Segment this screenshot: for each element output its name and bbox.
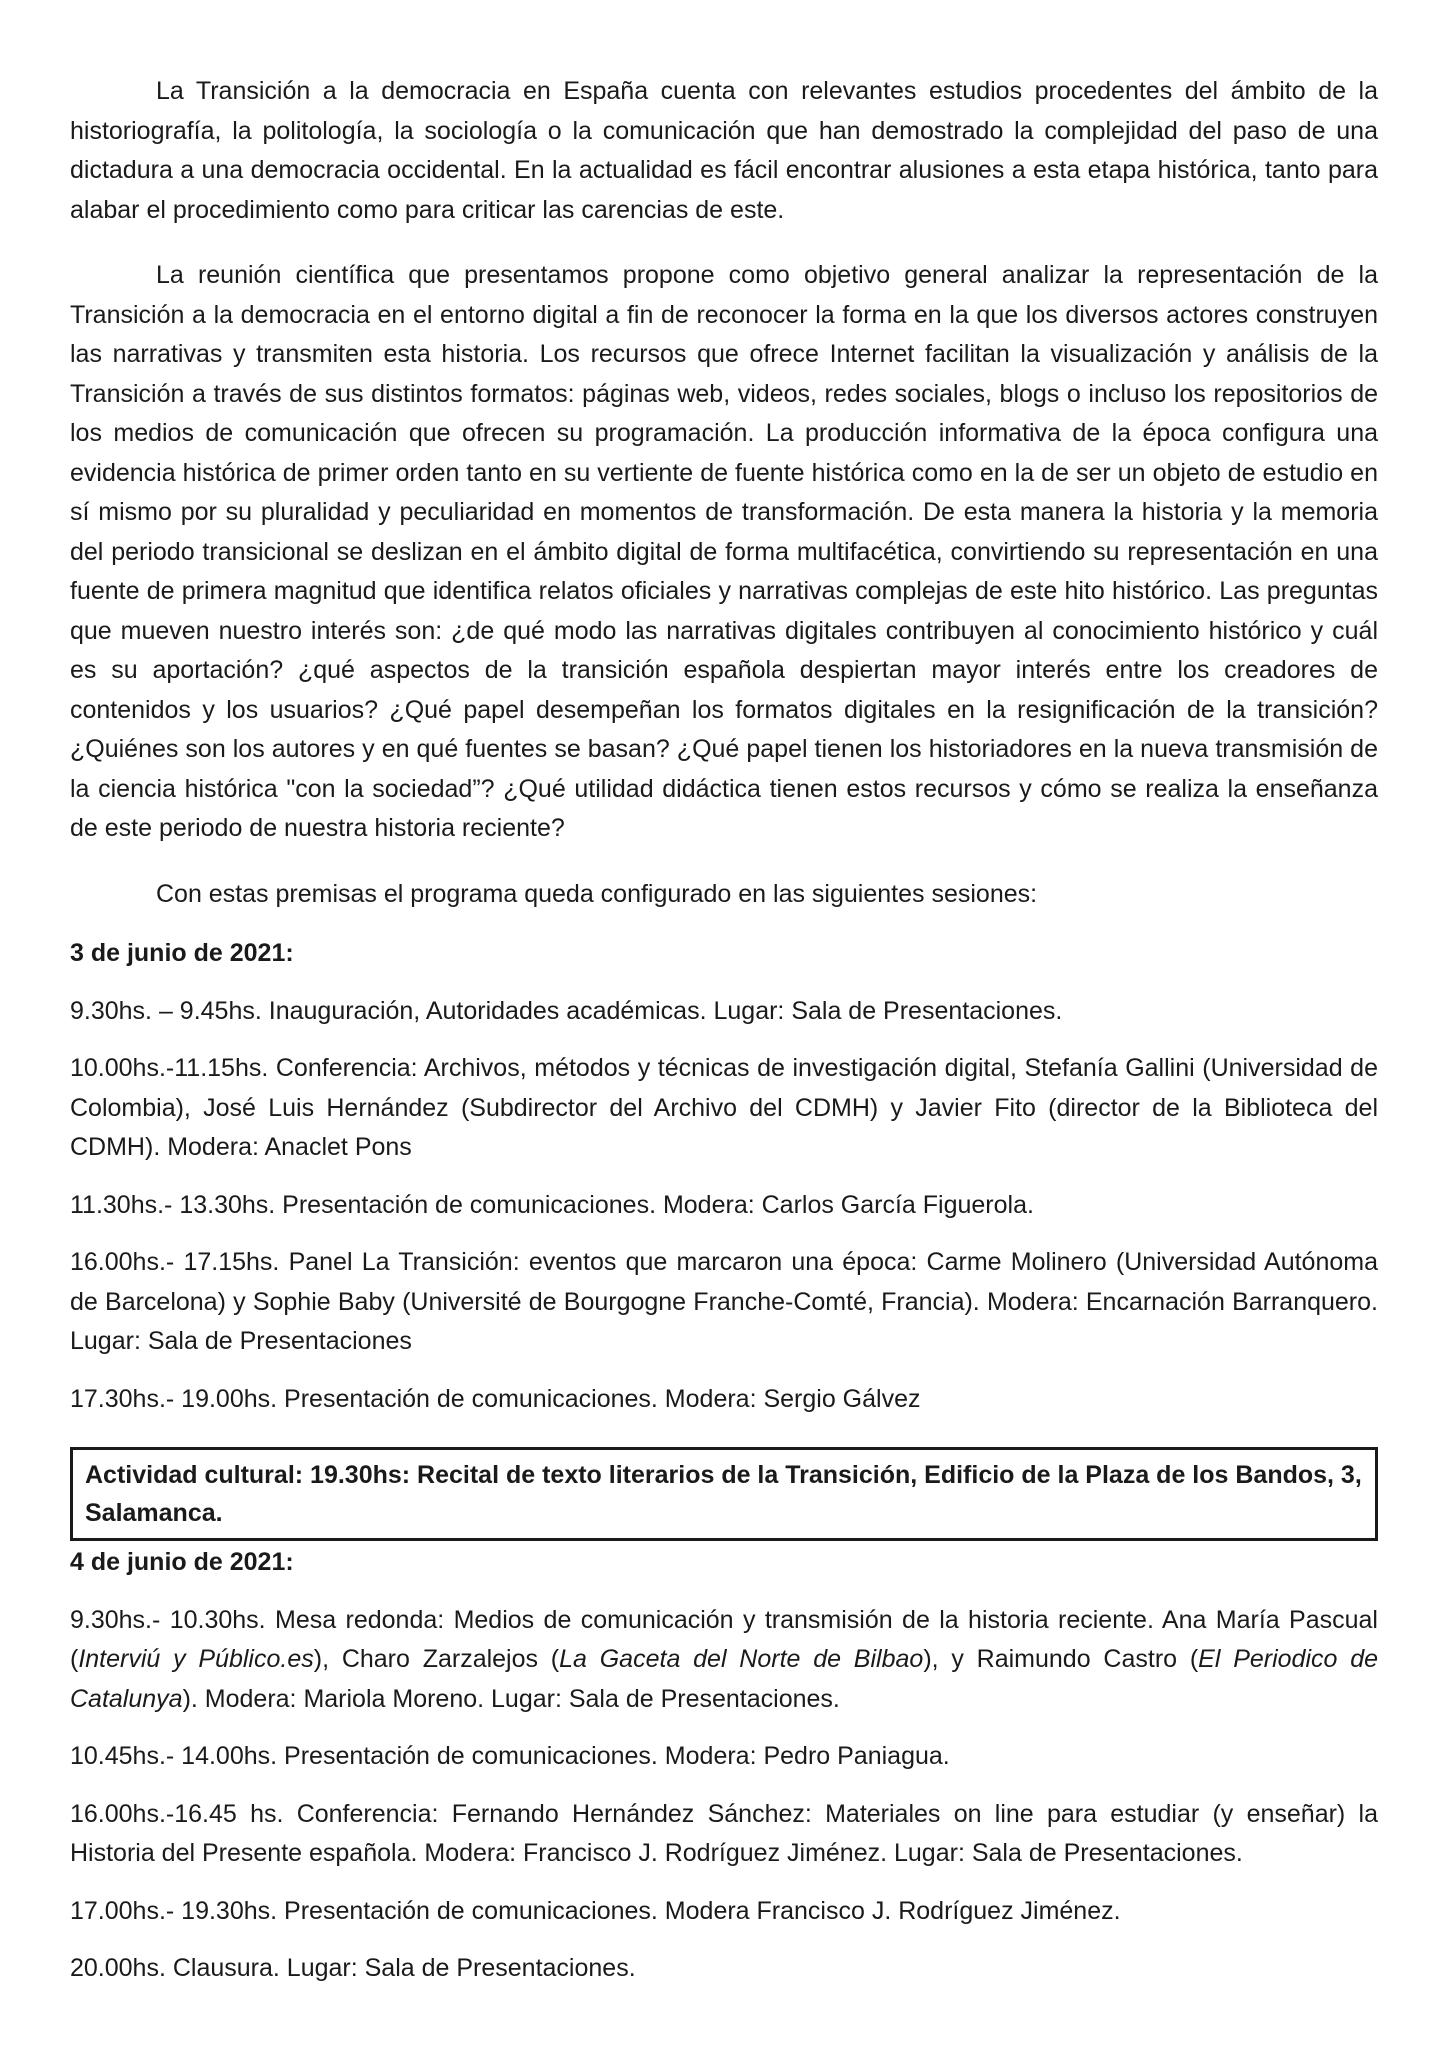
session-entry: 10.00hs.-11.15hs. Conferencia: Archivos, métodos y técnicas de investigación digital, Stefanía Gallini (Universidad de Colombia), José Luis Hernández (Subdirector del Archivo del CDMH) y Javier Fito (director de la Biblioteca del CDMH). Modera: Anaclet Pons xyxy=(70,1054,1378,1161)
session-entry: 9.30hs. – 9.45hs. Inauguración, Autoridades académicas. Lugar: Sala de Presentaciones. xyxy=(70,996,1063,1025)
day-2-program xyxy=(70,1543,1378,1989)
roundtable-text: ), Charo Zarzalejos ( xyxy=(313,1645,560,1673)
roundtable-end: ). Modera: Mariola Moreno. Lugar: Sala de Presentaciones. xyxy=(182,1684,840,1713)
intro-paragraph: La Transición a la democracia en España cuenta con relevantes estudios procedentes del ámbito de la historiografía, la politología, la sociología o la comunicación que han demostrado la complejidad del paso de una dictadura a una democracia occidental. En la actualidad es fácil encontrar alusiones a esta etapa histórica, tanto para alabar el procedimiento como para criticar las carencias de este. xyxy=(70,77,1378,224)
intro-paragraph: La reunión científica que presentamos propone como objetivo general analizar la representación de la Transición a la democracia en el entorno digital a fin de reconocer la forma en la que los diversos actores construyen las narrativas y transmiten esta historia. Los recursos que ofrece Internet facilitan la visualización y análisis de la Transición a través de sus distintos formatos: páginas web, videos, redes sociales, blogs o incluso los repositorios de los medios de comunicación que ofrecen su programación. La producción informativa de la época configura una evidencia histórica de primer orden tanto en su vertiente de fuente histórica como en la de ser un objeto de estudio en sí mismo por su pluralidad y peculiaridad en momentos de transformación. De esta manera la historia y la memoria del periodo transicional se deslizan en el ámbito digital de forma multifacética, convirtiendo su representación en una fuente de primera magnitud que identifica relatos oficiales y narrativas complejas de este hito histórico. Las preguntas que mueven nuestro interés son: ¿de qué modo las narrativas digitales contribuyen al conocimiento histórico y cuál es su aportación? ¿qué aspectos de la transición española despiertan mayor interés entre los creadores de contenidos y los usuarios? ¿Qué papel desempeñan los formatos digitales en la resignificación de la transición? ¿Quiénes son los autores y en qué fuentes se basan? ¿Qué papel tienen los historiadores en la nueva transmisión de la ciencia histórica "con la sociedad”? ¿Qué utilidad didáctica tienen estos recursos y cómo se realiza la enseñanza de este periodo de nuestra historia reciente? xyxy=(70,261,1378,842)
roundtable-intro: 9.30hs.- 10.30hs. Mesa redonda: Medios de comunicación y transmisión de la historia reciente. Ana María Pascual ( xyxy=(70,1605,1378,1673)
roundtable-entry xyxy=(70,1601,1378,1720)
session-entry: 10.45hs.- 14.00hs. Presentación de comunicaciones. Modera: Pedro Paniagua. xyxy=(70,1742,950,1770)
session-entry: 17.00hs.- 19.30hs. Presentación de comunicaciones. Modera Francisco J. Rodríguez Jiménez. xyxy=(70,1896,1121,1925)
session-entry: 11.30hs.- 13.30hs. Presentación de comunicaciones. Modera: Carlos García Figuerola. xyxy=(70,1190,1034,1219)
session-entry: 16.00hs.- 17.15hs. Panel La Transición: eventos que marcaron una época: Carme Molinero (Universidad Autónoma de Barcelona) y Sophie Baby (Université de Bourgogne Franche-Comté, Francia). Modera: Encarnación Barranquero. Lugar: Sala de Presentaciones xyxy=(70,1248,1378,1355)
roundtable-text: ), y Raimundo Castro ( xyxy=(923,1645,1199,1673)
session-entry: 20.00hs. Clausura. Lugar: Sala de Presentaciones. xyxy=(70,1954,636,1982)
media-outlet: La Gaceta del Norte de Bilbao xyxy=(559,1645,924,1673)
cultural-activity-box: Actividad cultural: 19.30hs: Recital de texto literarios de la Transición, Edificio de la Plaza de los Bandos, 3, Salamanca. xyxy=(70,1447,1378,1541)
day-1-title: 3 de junio de 2021: xyxy=(70,939,294,967)
session-entry: 16.00hs.-16.45 hs. Conferencia: Fernando Hernández Sánchez: Materiales on line para estudiar (y enseñar) la Historia del Presente española. Modera: Francisco J. Rodríguez Jiménez. Lugar: Sala de Presentaciones. xyxy=(70,1799,1378,1867)
introduction xyxy=(70,72,1378,914)
day-2-title: 4 de junio de 2021: xyxy=(70,1548,294,1576)
media-outlet: El Periodico de Catalunya xyxy=(70,1645,1379,1713)
media-outlet: Interviú y Público.es xyxy=(78,1645,314,1673)
day-1-program xyxy=(70,934,1378,1419)
session-entry: 17.30hs.- 19.00hs. Presentación de comunicaciones. Modera: Sergio Gálvez xyxy=(70,1384,921,1413)
program-lead-in: Con estas premisas el programa queda configurado en las siguientes sesiones: xyxy=(156,879,1038,908)
